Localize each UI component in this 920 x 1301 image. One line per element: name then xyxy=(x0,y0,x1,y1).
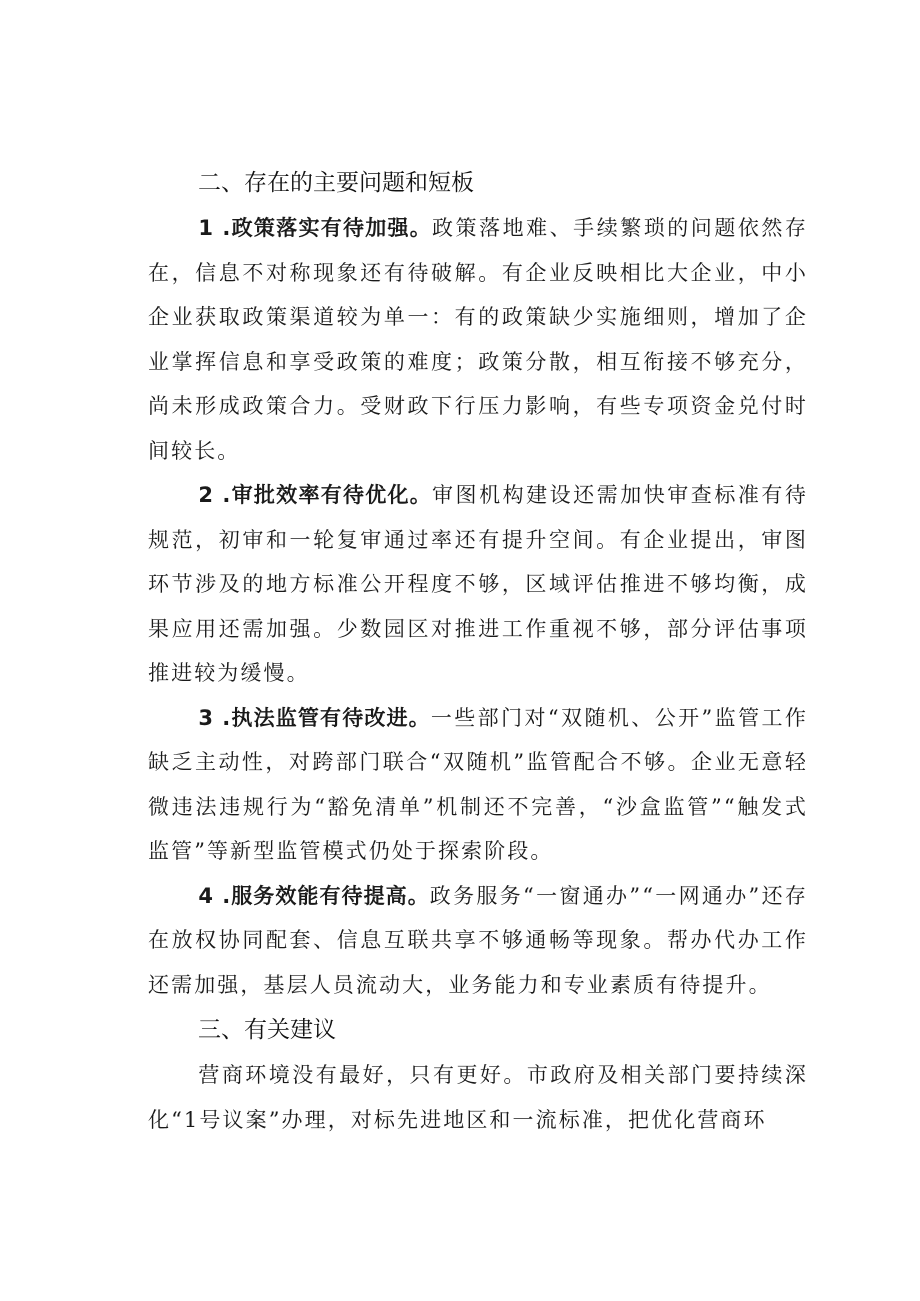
section-heading-suggestions: 三、有关建议 xyxy=(198,1017,336,1043)
document-page xyxy=(148,160,808,1142)
problem-item-1-lead: 1 .政策落实有待加强。 xyxy=(198,216,433,240)
problem-item-3-body: 一些部门对“双随机、公开”监管工作缺乏主动性，对跨部门联合“双随机”监管配合不够。企业无意轻微违法违规行为“豁免清单”机制还不完善，“沙盒监管”“触发式监管”等新型监管模式仍处于探索阶段。 xyxy=(148,705,809,863)
problem-item-1 xyxy=(148,206,808,473)
problem-item-3-lead: 3 .执法监管有待改进。 xyxy=(198,705,431,730)
suggestions-intro: 营商环境没有最好，只有更好。市政府及相关部门要持续深化“1号议案”办理，对标先进地区和一流标准，把优化营商环 xyxy=(148,1063,808,1132)
problem-item-4-lead: 4 .服务效能有待提高。 xyxy=(198,883,430,908)
problem-item-1-body: 政策落地难、手续繁琐的问题依然存在，信息不对称现象还有待破解。有企业反映相比大企业，中小企业获取政策渠道较为单一：有的政策缺少实施细则，增加了企业掌挥信息和享受政策的难度；政策分散，相互衔接不够充分，尚未形成政策合力。受财政下行压力影响，有些专项资金兑付时间较长。 xyxy=(148,216,808,463)
section-heading-problems: 二、存在的主要问题和短板 xyxy=(198,170,474,196)
problem-item-4-body: 政务服务“一窗通办”“一网通办”还存在放权协同配套、信息互联共享不够通畅等现象。帮办代办工作还需加强，基层人员流动大，业务能力和专业素质有待提升。 xyxy=(148,883,808,997)
problem-item-4 xyxy=(148,874,808,1008)
problem-item-2 xyxy=(148,473,808,696)
problem-item-3 xyxy=(148,696,808,874)
problem-item-2-body: 审图机构建设还需加快审查标准有待规范，初审和一轮复审通过率还有提升空间。有企业提出，审图环节涉及的地方标准公开程度不够，区域评估推进不够均衡，成果应用还需加强。少数园区对推进工作重视不够，部分评估事项推进较为缓慢。 xyxy=(148,483,808,685)
problem-item-2-lead: 2 .审批效率有待优化。 xyxy=(198,483,433,507)
